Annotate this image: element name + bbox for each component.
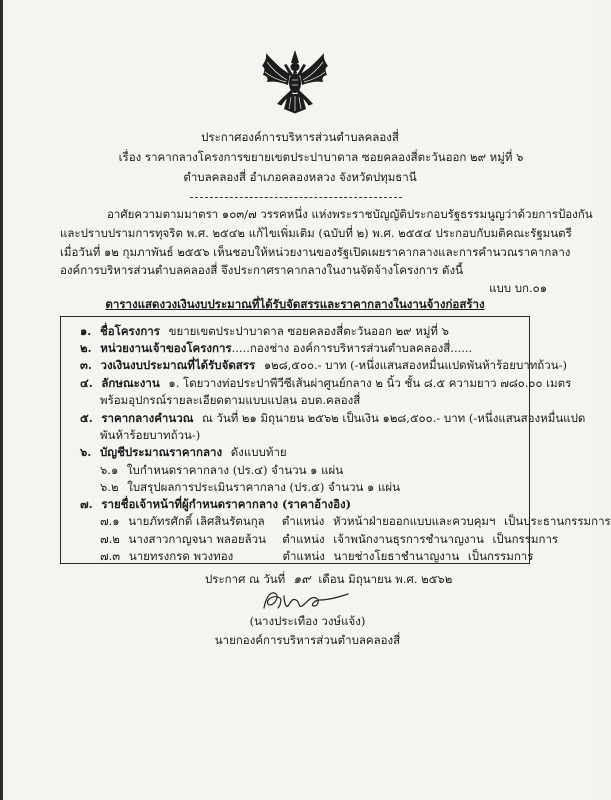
sub-item: [100, 462, 526, 479]
announcement-location: ตำบลคลองสี่ อำเภอคลองหลวง จังหวัดปทุมธานี: [183, 170, 417, 184]
item-number: ๒.: [80, 341, 92, 355]
member-name: นางสาวกาญจนา พลอยล้วน: [128, 532, 266, 546]
scan-edge: [0, 0, 3, 800]
member-role: เป็นกรรมการ: [467, 549, 534, 563]
announcement-subject: เรื่อง ราคากลางโครงการขยายเขตประปาบาดาล ซอยคลองสี่ตะวันออก ๒๙ หมู่ที่ ๖: [118, 150, 524, 164]
date-prefix: ประกาศ ณ วันที่: [205, 572, 286, 586]
member-position-label: ตำแหน่ง: [282, 549, 325, 563]
sub-item-number: ๖.๒: [100, 480, 119, 494]
signer-name: (นางประเทือง วงษ์แจ้ง): [249, 614, 366, 628]
member-position-label: ตำแหน่ง: [282, 532, 325, 546]
item-number: ๓.: [80, 358, 92, 372]
member-name: นายภัทรศักดิ์ เลิศสินรัตนกุล: [128, 514, 265, 528]
item-number: ๔.: [80, 376, 93, 390]
member-name: นายทรงกรด พวงทอง: [128, 549, 234, 563]
committee-member: [100, 513, 611, 530]
table-title: [60, 296, 530, 313]
item-text: ๑. โดยวางท่อประปาพีวีซีเส้นผ่าศูนย์กลาง ๒ นิ้ว ชั้น ๘.๕ ความยาว ๗๘๐.๐๐ เมตร: [168, 376, 572, 390]
sub-item-text: ใบกำหนดราคากลาง (ปร.๔) จำนวน ๑ แผ่น: [126, 463, 344, 477]
list-item: [80, 340, 526, 357]
item-text: ๑๒๘,๕๐๐.- บาท (-หนึ่งแสนสองหมื่นแปดพันห้าร้อยบาทถ้วน-): [263, 358, 567, 372]
handwritten-day: ๑๙: [293, 571, 311, 586]
date-suffix: เดือน มิถุนายน พ.ศ. ๒๕๖๒: [318, 572, 453, 586]
item-text: ดังแบบท้าย: [230, 445, 287, 459]
item-label: หน่วยงานเจ้าของโครงการ: [100, 341, 232, 355]
list-item: [80, 357, 567, 374]
item-text: ณ วันที่ ๒๑ มิถุนายน ๒๕๖๒ เป็นเงิน ๑๒๘,๕๐๐.- บาท (-หนึ่งแสนสองหมื่นแปด: [202, 411, 586, 425]
committee-member: [100, 548, 534, 565]
member-role: เป็นประธานกรรมการ: [504, 514, 611, 528]
table-title-text: ตารางแสดงวงเงินงบประมาณที่ได้รับจัดสรรและราคากลางในงานจ้างก่อสร้าง: [105, 297, 485, 311]
announcement-title: ประกาศองค์การบริหารส่วนตำบลคลองสี่: [201, 130, 399, 144]
list-item: [80, 323, 526, 340]
header-separator: [190, 197, 402, 198]
sub-item: [100, 479, 526, 496]
preamble-line: อาศัยความตามมาตรา ๑๐๓/๗ วรรคหนึ่ง แห่งพระราชบัญญัติประกอบรัฐธรรมนูญว่าด้วยการป้องกัน: [107, 207, 593, 221]
preamble-line: เมื่อวันที่ ๑๒ กุมภาพันธ์ ๒๕๕๖ เห็นชอบให้หน่วยงานของรัฐเปิดเผยราคากลางและการคำนวณราคากลาง: [60, 245, 571, 259]
item-label: บัญชีประมาณราคากลาง: [99, 445, 223, 459]
member-position: หัวหน้าฝ่ายออกแบบและควบคุมฯ: [332, 514, 496, 528]
committee-member: [100, 531, 559, 548]
item-continuation: พันห้าร้อยบาทถ้วน-): [100, 428, 201, 442]
list-item: [80, 496, 526, 513]
item-label: รายชื่อเจ้าหน้าที่ผู้กำหนดราคากลาง (ราคาอ้างอิง): [101, 497, 352, 511]
item-number: ๗.: [80, 497, 93, 511]
sub-item-text: ใบสรุปผลการประเมินราคากลาง (ปร.๕) จำนวน ๑ แผ่น: [127, 480, 401, 494]
form-code: แบบ บก.๐๑: [489, 281, 547, 295]
preamble-line: องค์การบริหารส่วนตำบลคลองสี่ จึงประกาศราคากลางในงานจัดจ้างโครงการ ดังนี้: [60, 263, 463, 277]
item-label: ลักษณะงาน: [101, 376, 160, 390]
member-position: นายช่างโยธาชำนาญงาน: [333, 549, 460, 563]
member-number: ๗.๓: [100, 549, 121, 563]
list-item: [80, 444, 526, 461]
member-role: เป็นกรรมการ: [492, 532, 559, 546]
signer-title: นายกองค์การบริหารส่วนตำบลคลองสี่: [214, 633, 401, 647]
item-continuation: พร้อมอุปกรณ์รายละเอียดตามแบบแปลน อบต.คลองสี่: [100, 393, 361, 407]
item-label: ชื่อโครงการ: [99, 324, 160, 338]
list-item: [80, 410, 586, 427]
garuda-emblem-icon: [260, 50, 330, 114]
member-number: ๗.๑: [100, 514, 120, 528]
item-number: ๖.: [80, 445, 92, 459]
item-label: ราคากลางคำนวณ: [101, 411, 194, 425]
member-position-label: ตำแหน่ง: [281, 514, 325, 528]
item-label: วงเงินงบประมาณที่ได้รับจัดสรร: [100, 358, 256, 372]
item-number: ๕.: [80, 411, 93, 425]
member-number: ๗.๒: [100, 532, 120, 546]
list-item: [80, 375, 572, 392]
item-text: ขยายเขตประปาบาดาล ซอยคลองสี่ตะวันออก ๒๙ หมู่ที่ ๖: [168, 324, 449, 338]
sub-item-number: ๖.๑: [100, 463, 119, 477]
member-position: เจ้าพนักงานธุรการชำนาญงาน: [333, 532, 484, 546]
item-number: ๑.: [80, 324, 92, 338]
item-text: .....กองช่าง องค์การบริหารส่วนตำบลคลองสี่......: [231, 341, 473, 355]
announcement-date: [205, 570, 545, 587]
signature: [258, 586, 354, 616]
preamble-line: และปราบปรามการทุจริต พ.ศ. ๒๕๔๒ แก้ไขเพิ่มเติม (ฉบับที่ ๒) พ.ศ. ๒๕๕๔ ประกอบกับมติคณะรัฐมนตรี: [60, 226, 572, 240]
